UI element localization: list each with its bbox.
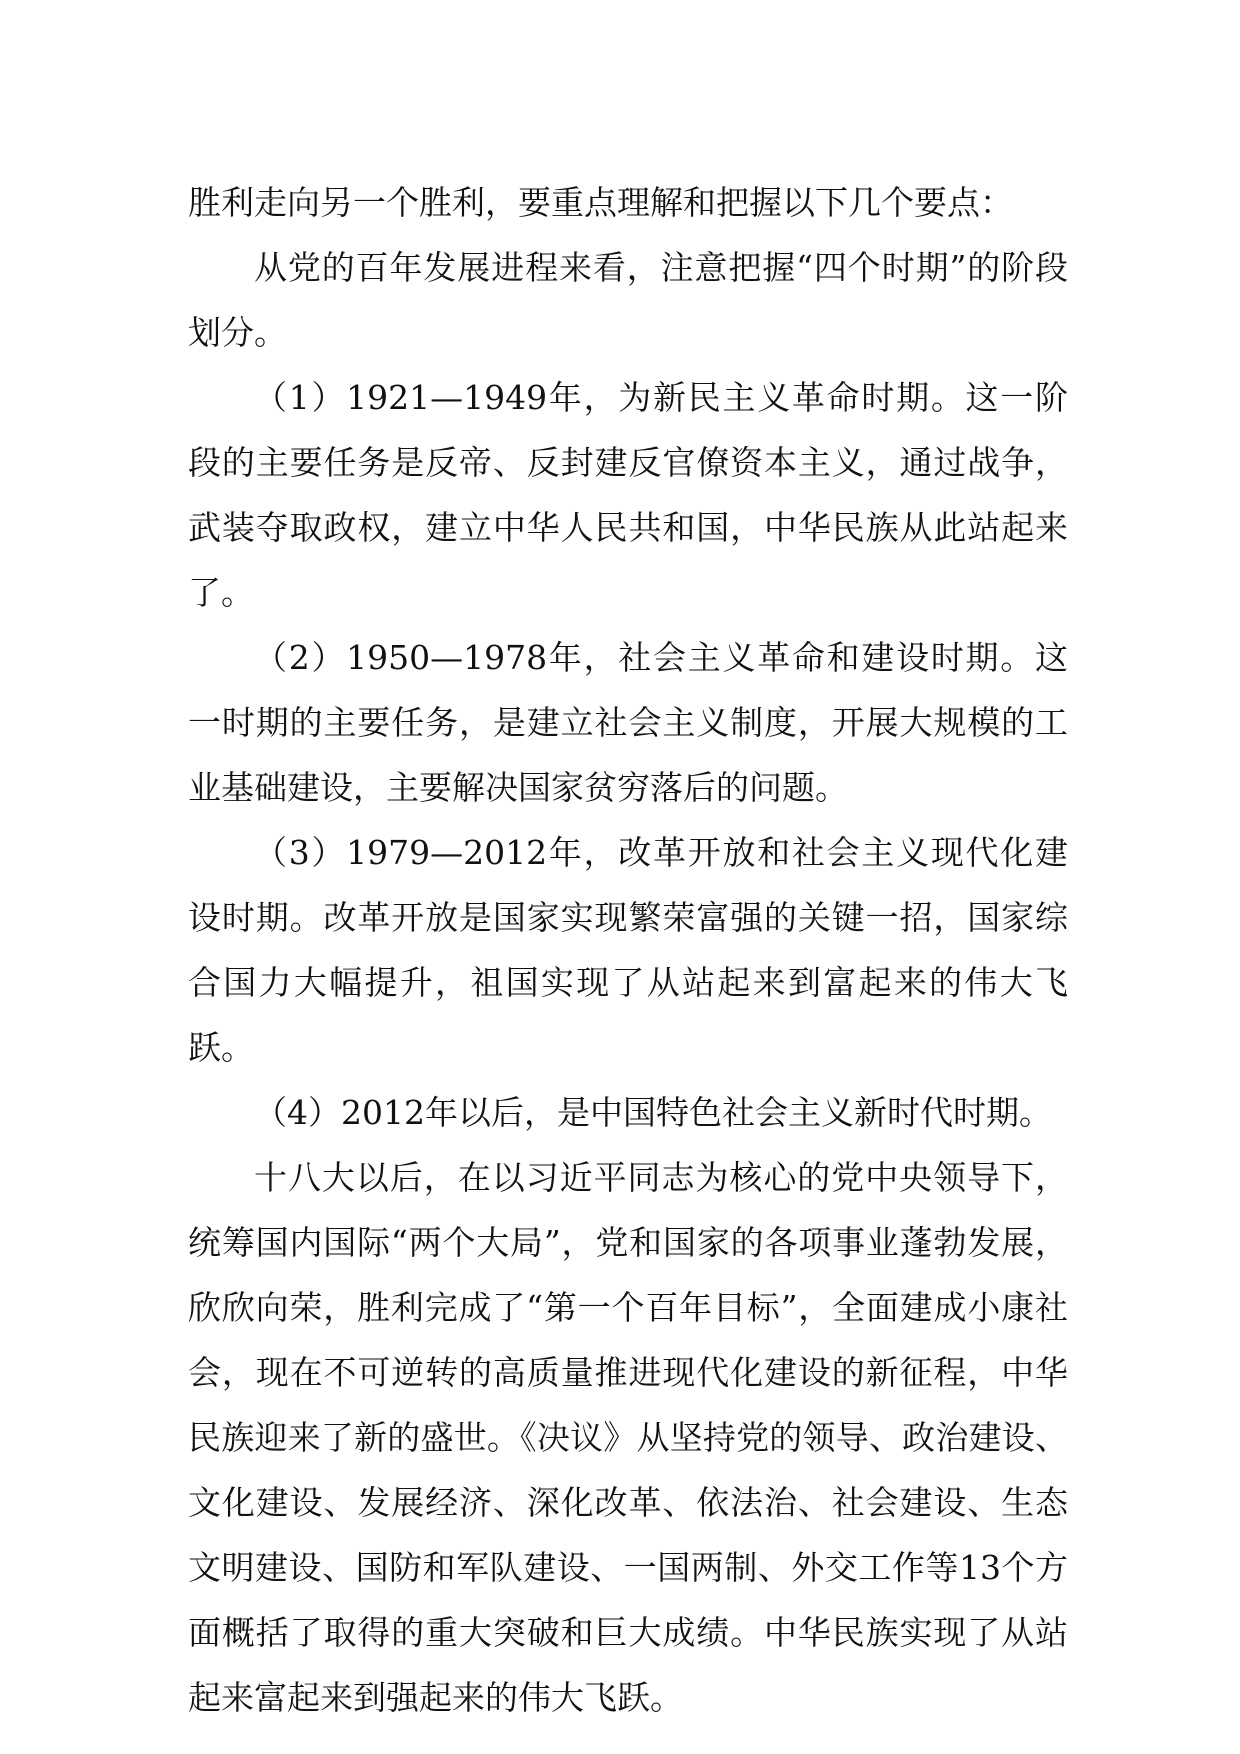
paragraph-period-1: （1）1921—1949年，为新民主义革命时期。这一阶段的主要任务是反帝、反封建反官僚资本主义，通过战争，武装夺取政权，建立中华人民共和国，中华民族从此站起来了。 (188, 378, 1068, 612)
paragraph-four-periods-intro: 从党的百年发展进程来看，注意把握“四个时期”的阶段划分。 (188, 248, 1068, 352)
document-body (188, 170, 1068, 1730)
paragraph-period-3: （3）1979—2012年，改革开放和社会主义现代化建设时期。改革开放是国家实现繁荣富强的关键一招，国家综合国力大幅提升，祖国实现了从站起来到富起来的伟大飞跃。 (188, 833, 1068, 1067)
paragraph-continuation: 胜利走向另一个胜利，要重点理解和把握以下几个要点： (188, 183, 1013, 222)
paragraph-new-era: 十八大以后，在以习近平同志为核心的党中央领导下，统筹国内国际“两个大局”，党和国家的各项事业蓬勃发展，欣欣向荣，胜利完成了“第一个百年目标”，全面建成小康社会，现在不可逆转的高质量推进现代化建设的新征程，中华民族迎来了新的盛世。《决议》从坚持党的领导、政治建设、文化建设、发展经济、深化改革、依法治、社会建设、生态文明建设、国防和军队建设、一国两制、外交工作等13个方面概括了取得的重大突破和巨大成绩。中华民族实现了从站起来富起来到强起来的伟大飞跃。 (188, 1158, 1068, 1717)
paragraph-period-4: （4）2012年以后，是中国特色社会主义新时代时期。 (254, 1093, 1052, 1132)
paragraph-period-2: （2）1950—1978年，社会主义革命和建设时期。这一时期的主要任务，是建立社会主义制度，开展大规模的工业基础建设，主要解决国家贫穷落后的问题。 (188, 638, 1068, 807)
